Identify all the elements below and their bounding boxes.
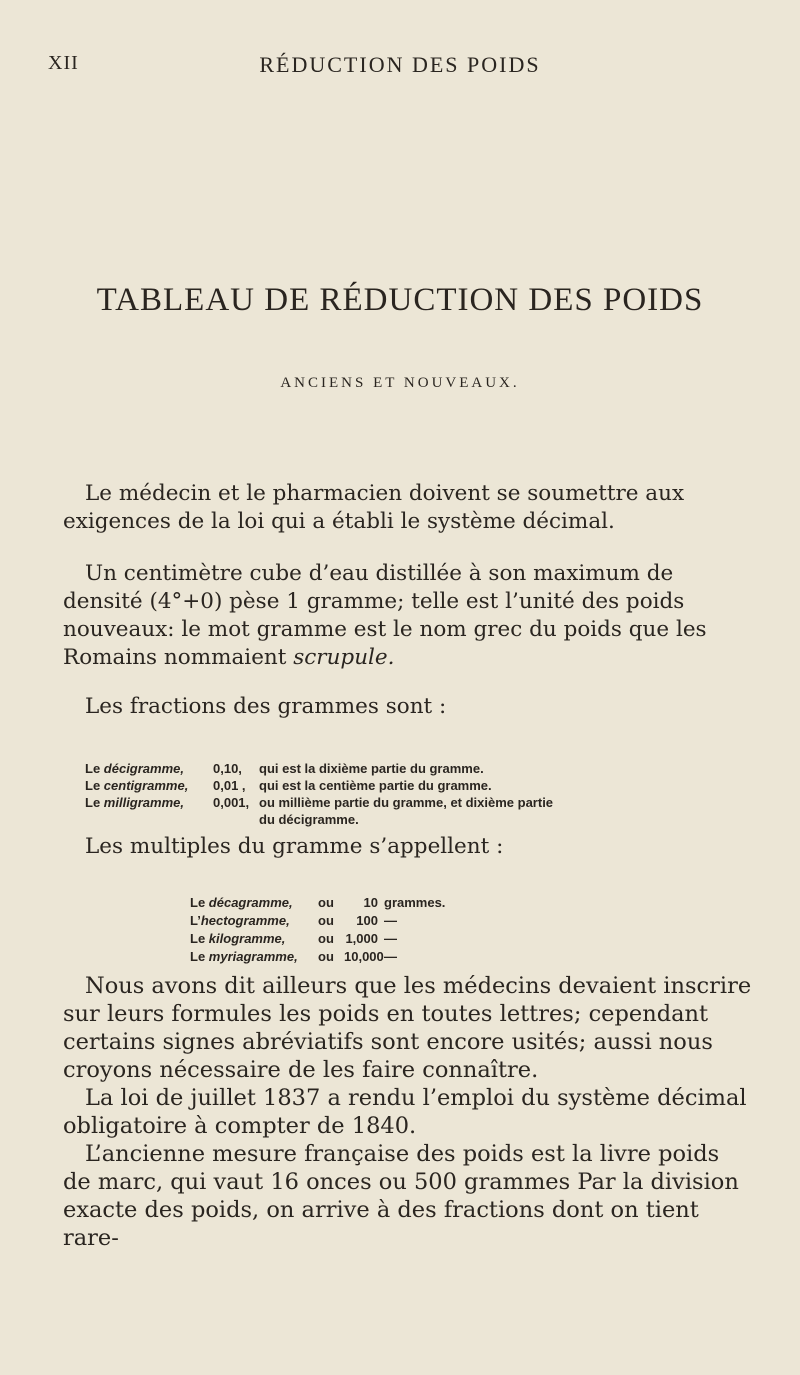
paragraph-text: Le médecin et le pharmacien doivent se soumettre aux exigences de la loi qui a établi le système décimal. [63,481,685,534]
multiple-row [190,894,570,912]
multiple-value: 100 [356,913,378,928]
multiple-value: 1,000 [345,931,378,946]
multiple-value: 10 [363,895,378,910]
fraction-unit: Le centigramme, [85,778,189,793]
fraction-unit: Le décigramme, [85,761,184,776]
fraction-value: 0,001, [213,795,250,810]
multiple-row [190,930,570,948]
multiple-unit: Le décagramme, [190,895,293,910]
paragraph-text-main: Un centimètre cube d’eau distillée à son maximum de densité (4°+0) pèse 1 gramme; telle est l’unité des poids nouveaux: le mot gramme est le nom grec du poids que les Romains nommaient [63,561,707,670]
multiple-label: — [384,949,397,964]
paragraph-5: Nous avons dit ailleurs que les médecins devaient inscrire sur leurs formules les poids en toutes lettres; cependant certains signes abréviatifs sont encore usités; aussi nous croyons nécessaire de les faire connaître. [63,973,752,1083]
fractions-table [85,760,765,828]
fraction-description: ou millième partie du gramme, et dixième partie [259,795,554,810]
multiple-unit: Le myriagramme, [190,949,298,964]
fraction-description: qui est la centième partie du gramme. [259,778,492,793]
multiple-label: — [384,931,397,946]
fraction-continuation: du décigramme. [259,812,359,827]
page-title: TABLEAU DE RÉDUCTION DES POIDS [96,282,704,318]
fraction-value: 0,10, [213,761,242,776]
multiples-table [190,894,570,966]
multiple-ou: ou [318,895,334,910]
fraction-description: qui est la dixième partie du gramme. [259,761,484,776]
multiple-unit: L’hectogramme, [190,913,290,928]
fraction-row [85,777,765,794]
multiple-ou: ou [318,913,334,928]
paragraph-2 [63,560,753,672]
paragraph-text: Les fractions des grammes sont : [85,694,447,719]
multiple-row [190,912,570,930]
paragraph-7: L’ancienne mesure française des poids est la livre poids de marc, qui vaut 16 onces ou 500 grammes Par la division exacte des poids, on arrive à des fractions dont on tient rare- [63,1141,739,1251]
page-number: XII [48,52,79,74]
paragraph-text: Les multiples du gramme s’appellent : [85,834,504,859]
fraction-value: 0,01 , [213,778,246,793]
multiple-ou: ou [318,949,334,964]
multiple-value: 10,000 [344,949,384,964]
paragraph-3 [63,693,753,721]
closing-text [63,972,753,1252]
paragraph-1 [63,480,753,536]
fraction-unit: Le milligramme, [85,795,184,810]
running-head [0,52,800,82]
fraction-row [85,760,765,777]
multiple-unit: Le kilogramme, [190,931,286,946]
fraction-row [85,794,765,811]
italic-word: scrupule. [293,645,395,670]
multiple-ou: ou [318,931,334,946]
multiple-row [190,948,570,966]
paragraph-4 [63,833,753,861]
page-subtitle: ANCIENS ET NOUVEAUX. [280,375,520,391]
paragraph-6: La loi de juillet 1837 a rendu l’emploi du système décimal obligatoire à compter de 1840. [63,1085,747,1139]
running-title: RÉDUCTION DES POIDS [259,52,541,77]
multiple-label: grammes. [384,895,446,910]
paragraph-text [63,560,753,672]
multiple-label: — [384,913,397,928]
